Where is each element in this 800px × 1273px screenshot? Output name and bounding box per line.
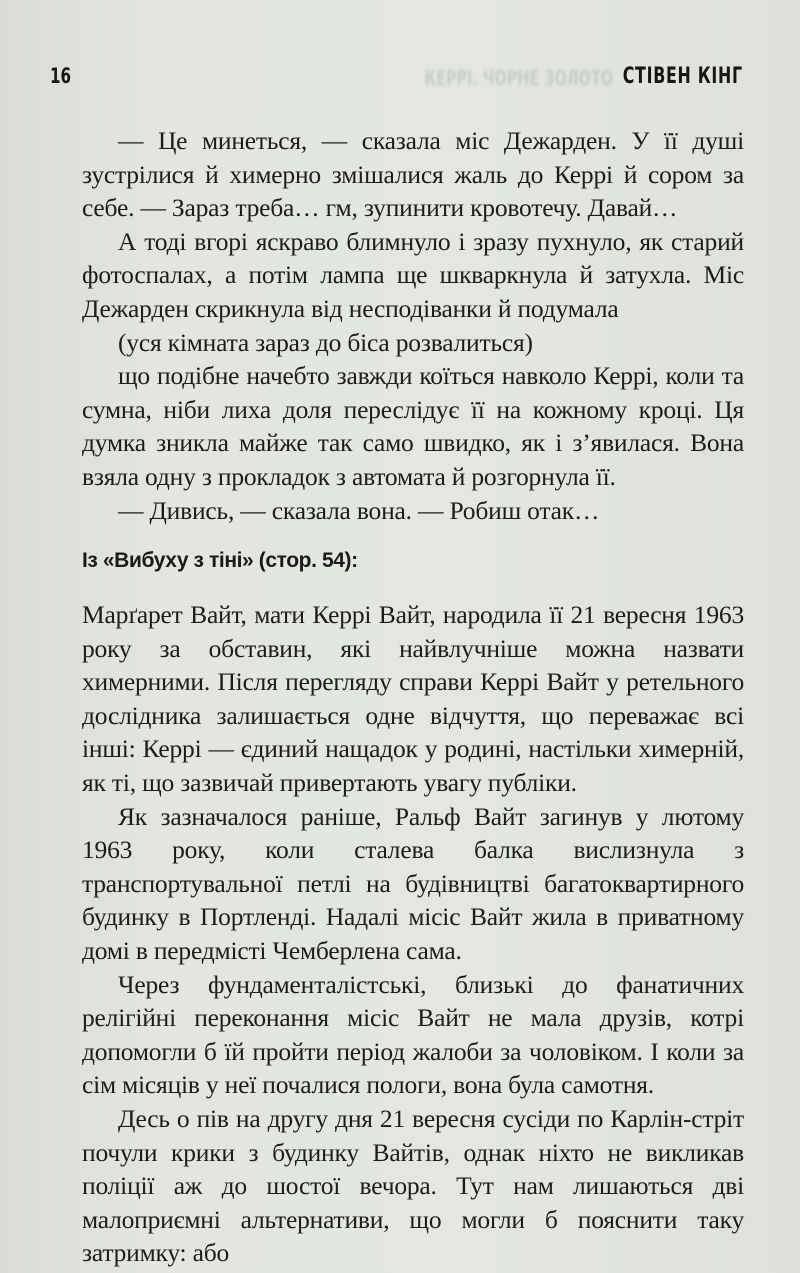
running-head (50, 64, 743, 96)
paragraph: А тоді вгорі яскраво блимнуло і зразу пухнуло, як старий фотоспалах, а потім лампа ще шкваркнула й затухла. Міс Дежарден скрикнула від несподіванки й подумала (82, 226, 744, 323)
author-name: СТІВЕН КІНГ (622, 64, 743, 89)
paragraph: Десь о пів на другу дня 21 вересня сусіди по Карлін-стріт почули крики з будинку Вайтів, однак ніхто не викликав поліції аж до шостої вечора. Тут нам лишаються дві малоприємні альтернативи, що могли б пояснити таку затримку: або (82, 1103, 744, 1268)
paragraph-thought: (уся кімната зараз до біса розвалиться) (118, 327, 533, 357)
paragraph: Марґарет Вайт, мати Керрі Вайт, народила її 21 вересня 1963 року за обставин, які найвлучніше можна назвати химерними. Після перегляду справи Керрі Вайт у ретельного дослідника залишається одне відчуття, що переважає всі інші: Керрі — єдиний нащадок у родині, настільки химерній, як ті, що зазвичай привертають увагу публіки. (82, 600, 744, 797)
excerpt-novel-text (82, 124, 744, 527)
excerpt-book-quote (82, 598, 744, 1270)
paragraph: — Це минеться, — сказала міс Дежарден. У її душі зустрілися й химерно змішалися жаль до Керрі й сором за себе. — Зараз треба… гм, зупинити кровотечу. Давай… (82, 126, 744, 223)
paragraph: — Дивись, — сказала вона. — Робиш отак… (118, 495, 600, 525)
paragraph: що подібне начебто завжди коїться навколо Керрі, коли та сумна, ніби лиха доля переслідує її на кожному кроці. Ця думка зникла майже так само швидко, як і з’явилася. Вона взяла одну з прокладок з автомата й розгорнула її. (82, 361, 744, 491)
section-subheading: Із «Вибуху з тіні» (стор. 54): (82, 549, 358, 572)
bleed-through-text: КЕРРІ. ЧОРНЕ ЗОЛОТО (424, 66, 613, 90)
page-number: 16 (50, 64, 72, 88)
paragraph: Через фундаменталістські, близькі до фанатичних релігійні переконання місіс Вайт не мала друзів, котрі допомогли б їй пройти період жалоби за чоловіком. І коли за сім місяців у неї почалися пологи, вона була самотня. (82, 969, 744, 1100)
paragraph: Як зазначалося раніше, Ральф Вайт загинув у лютому 1963 року, коли сталева балка вислизнула з транспортувальної петлі на будівництві багатоквартирного будинку в Портленді. Надалі місіс Вайт жила в приватному домі в передмісті Чемберлена сама. (82, 801, 744, 965)
